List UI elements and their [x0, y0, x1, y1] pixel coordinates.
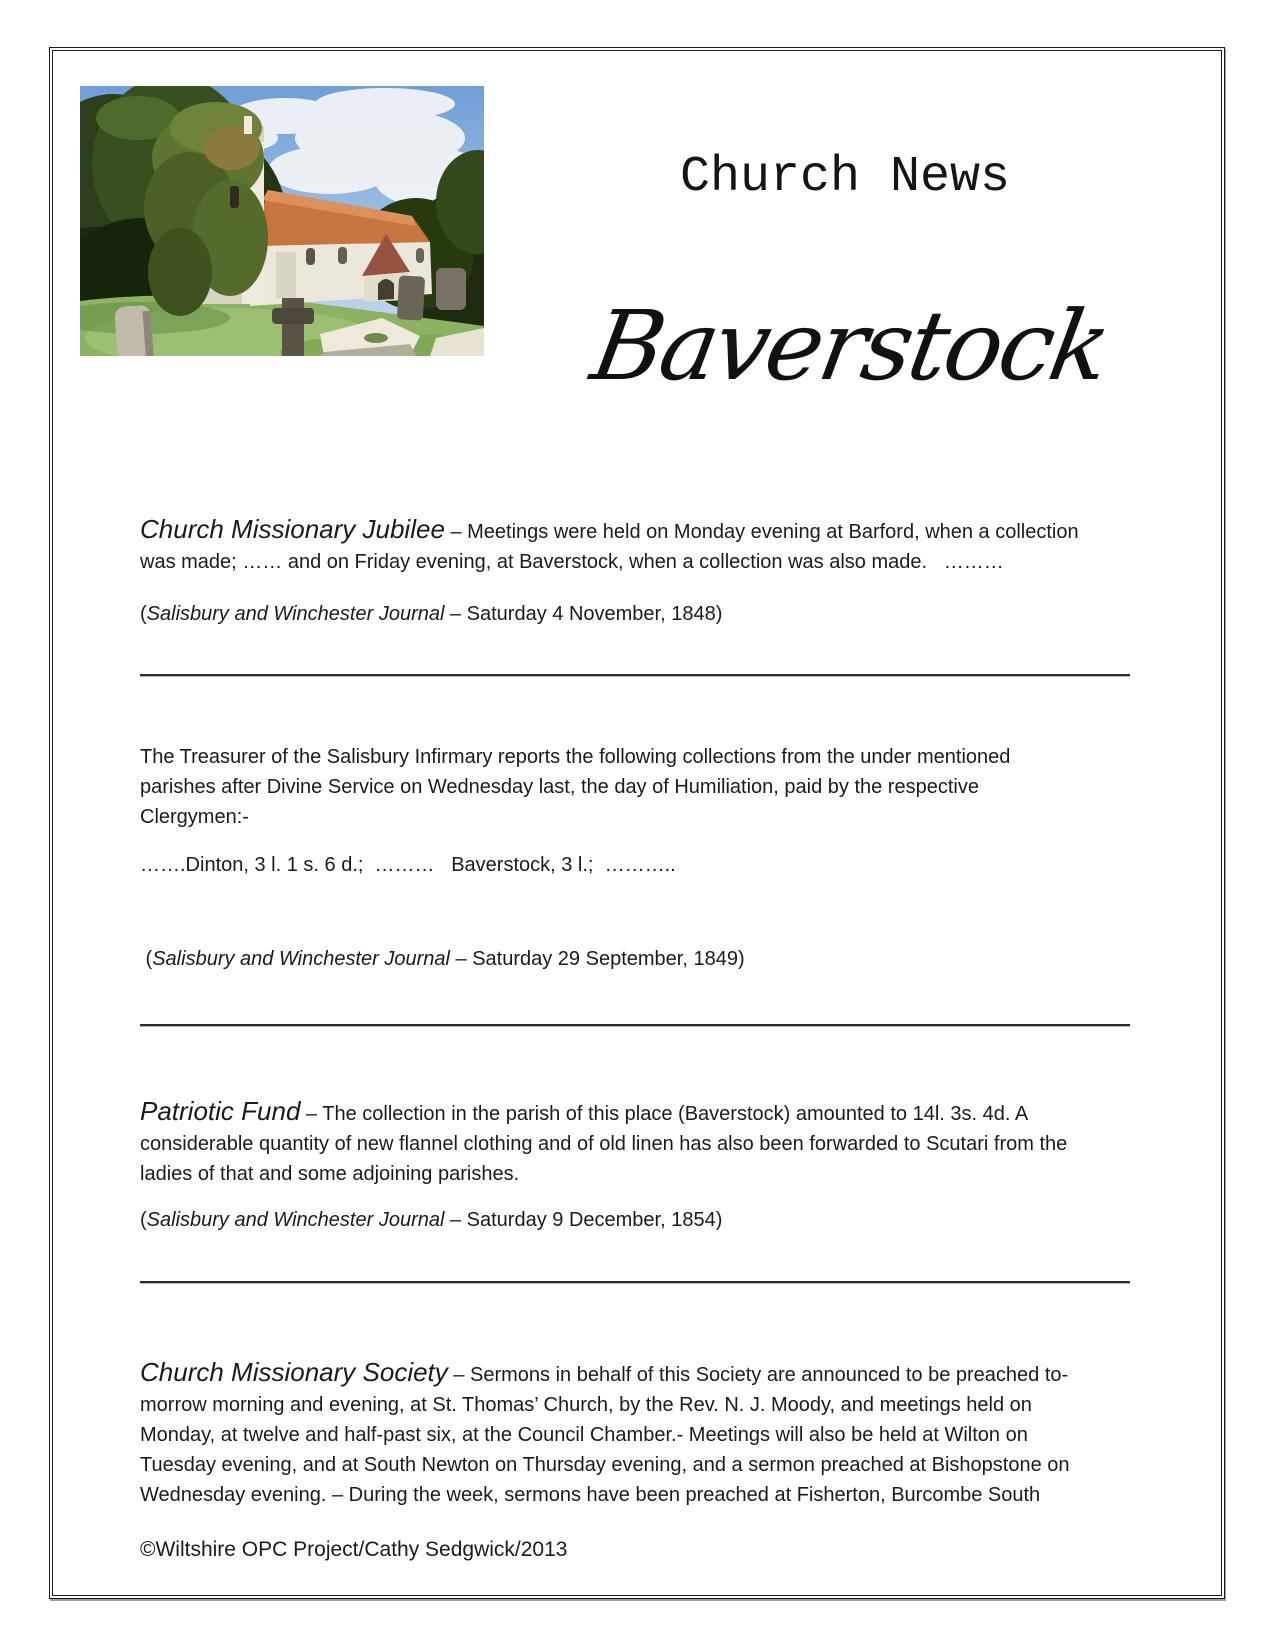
section-church-missionary-jubilee	[140, 514, 1132, 629]
church-photo	[80, 86, 484, 356]
section-heading: Church Missionary Society	[140, 1357, 448, 1387]
journal-name: Salisbury and Winchester Journal	[146, 603, 445, 625]
citation	[140, 1205, 1132, 1235]
doc-title: Church News	[679, 149, 1011, 206]
section-divider	[140, 674, 1130, 676]
doc-subtitle: Baverstock	[584, 290, 1117, 402]
text-line: was made; …… and on Friday evening, at Baverstock, when a collection was also made. ………	[140, 551, 1004, 573]
text-line: Clergymen:-	[140, 806, 249, 828]
citation-prefix: (	[140, 603, 147, 625]
journal-name: Salisbury and Winchester Journal	[146, 1209, 445, 1231]
section-infirmary-collections	[140, 742, 1132, 974]
text-line: Wednesday evening. – During the week, sermons have been preached at Fisherton, Burcombe South	[140, 1484, 1041, 1506]
text-line	[140, 1096, 1132, 1129]
text-line: Monday, at twelve and half-past six, at the Council Chamber.- Meetings will also be held at Wilton on	[140, 1424, 1028, 1446]
journal-name: Salisbury and Winchester Journal	[152, 948, 450, 970]
text-line: considerable quantity of new flannel clothing and of old linen has also been forwarded to Scutari from the	[140, 1133, 1068, 1155]
section-patriotic-fund	[140, 1096, 1132, 1235]
body-text: – Sermons in behalf of this Society are announced to be preached to-	[447, 1364, 1069, 1386]
citation-date: – Saturday 4 November, 1848)	[444, 603, 723, 625]
text-line	[140, 514, 1132, 547]
citation-prefix: (	[140, 1209, 147, 1231]
citation	[140, 599, 1132, 629]
collection-amounts: …….Dinton, 3 l. 1 s. 6 d.; ……… Baverstock, 3 l.; ………..	[140, 854, 676, 876]
citation-date: – Saturday 9 December, 1854)	[444, 1209, 723, 1231]
text-line: parishes after Divine Service on Wednesday last, the day of Humiliation, paid by the respective	[140, 776, 979, 798]
text-line: morrow morning and evening, at St. Thomas’ Church, by the Rev. N. J. Moody, and meetings held on	[140, 1394, 1032, 1416]
church-photo-illustration	[80, 86, 484, 356]
citation	[140, 944, 1132, 974]
text-line: Tuesday evening, and at South Newton on Thursday evening, and a sermon preached at Bishopstone on	[140, 1454, 1070, 1476]
text-line	[140, 1357, 1132, 1390]
section-heading: Church Missionary Jubilee	[140, 514, 445, 544]
citation-prefix: (	[140, 948, 153, 970]
text-line: The Treasurer of the Salisbury Infirmary reports the following collections from the under mentioned	[140, 746, 1011, 768]
section-divider	[140, 1024, 1130, 1026]
section-church-missionary-society	[140, 1357, 1132, 1510]
body-text: – The collection in the parish of this place (Baverstock) amounted to 14l. 3s. 4d. A	[300, 1103, 1029, 1125]
body-text: – Meetings were held on Monday evening at Barford, when a collection	[444, 521, 1079, 543]
text-line: ladies of that and some adjoining parishes.	[140, 1163, 520, 1185]
section-heading: Patriotic Fund	[140, 1096, 301, 1126]
copyright-credit: ©Wiltshire OPC Project/Cathy Sedgwick/2013	[140, 1538, 568, 1561]
section-divider	[140, 1281, 1130, 1283]
citation-date: – Saturday 29 September, 1849)	[449, 948, 745, 970]
